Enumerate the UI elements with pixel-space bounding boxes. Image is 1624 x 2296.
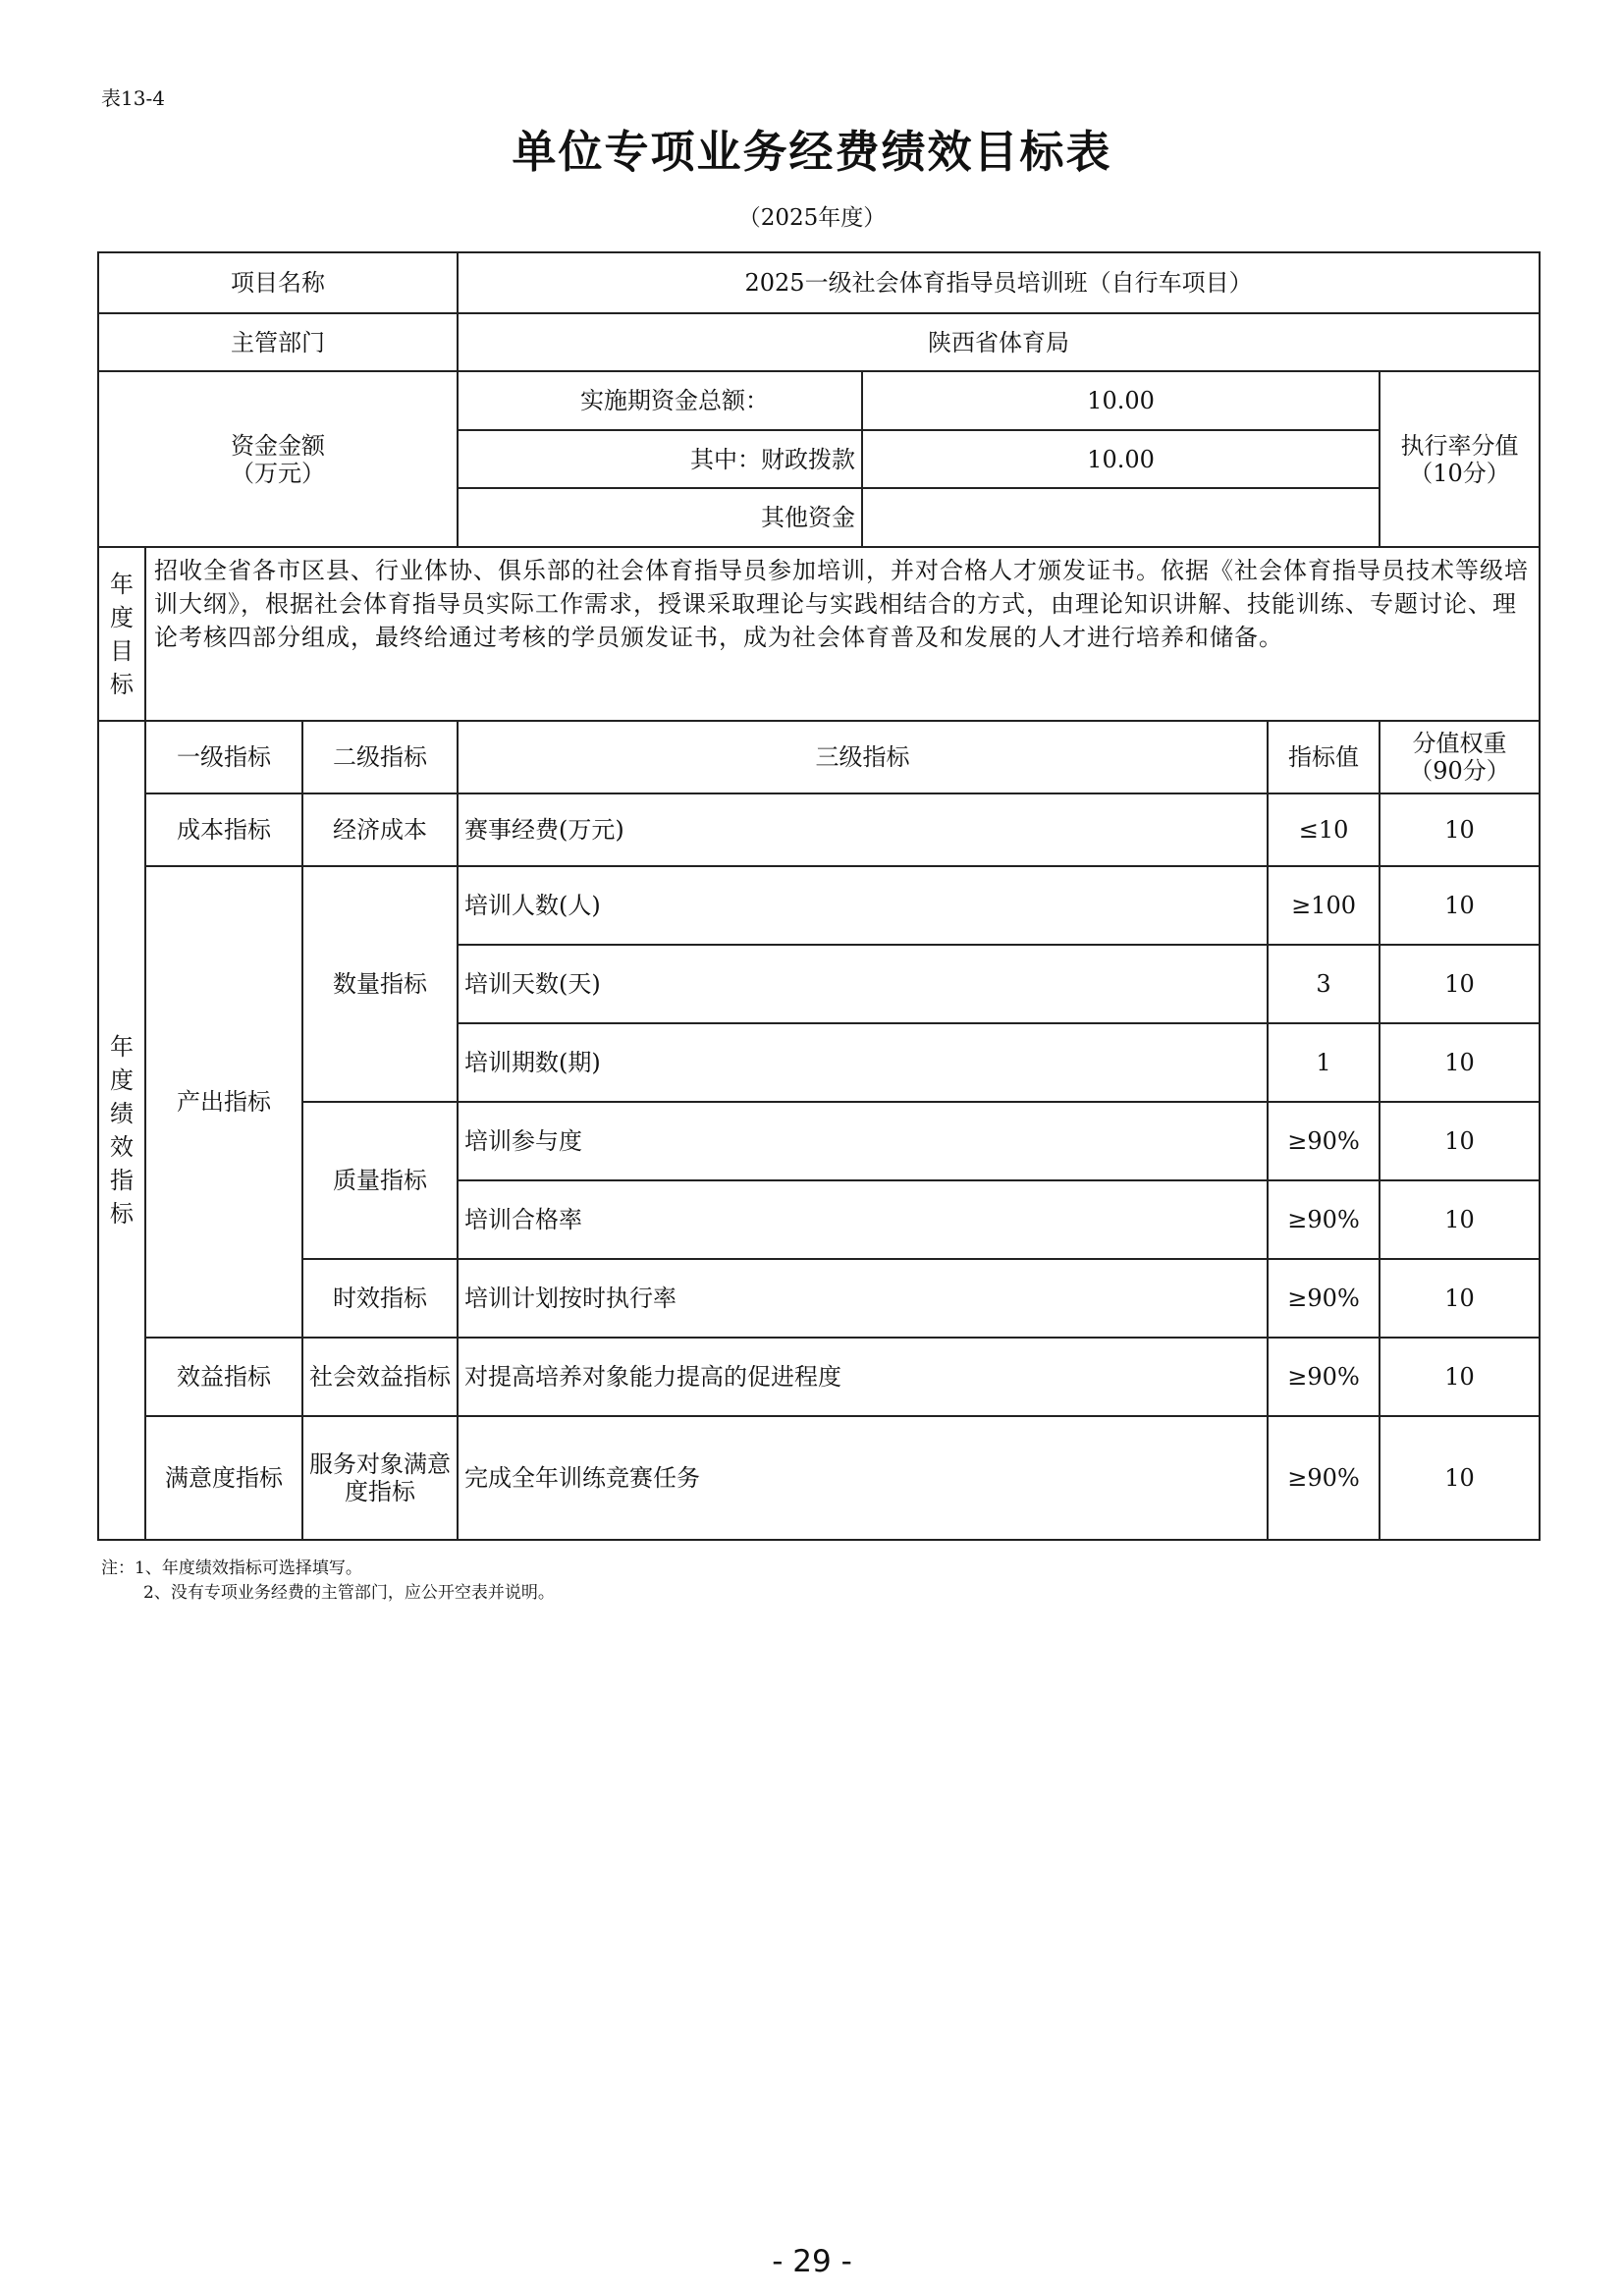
- header-weight: [1380, 721, 1540, 793]
- footnotes: [101, 1557, 555, 1606]
- output-level1: 产出指标: [145, 866, 302, 1338]
- funds-label: [98, 371, 458, 547]
- quantity-level2: 数量指标: [302, 866, 458, 1102]
- fiscal-year: （2025年度）: [737, 205, 887, 231]
- indicator-value: ≥90%: [1268, 1259, 1380, 1338]
- indicator-value: ≥90%: [1268, 1180, 1380, 1259]
- exec-rate-line2: （10分）: [1409, 459, 1510, 487]
- indicator-name: 赛事经费(万元): [458, 793, 1268, 866]
- satisfaction-level2: 服务对象满意度指标: [302, 1416, 458, 1540]
- indicator-weight: 10: [1380, 1338, 1540, 1416]
- indicator-name: 完成全年训练竞赛任务: [458, 1416, 1268, 1540]
- benefit-level1: 效益指标: [145, 1338, 302, 1416]
- footnote-1: 注：1、年度绩效指标可选择填写。: [101, 1558, 362, 1578]
- dept-value: 陕西省体育局: [458, 313, 1540, 371]
- dept-label: 主管部门: [98, 313, 458, 371]
- benefit-level2: 社会效益指标: [302, 1338, 458, 1416]
- other-funds-label: 其他资金: [458, 488, 862, 547]
- indicator-weight: 10: [1380, 1102, 1540, 1180]
- indicator-weight: 10: [1380, 866, 1540, 945]
- indicator-value: ≥90%: [1268, 1416, 1380, 1540]
- annual-goal-label: 年度目标: [98, 547, 145, 721]
- indicator-weight: 10: [1380, 1259, 1540, 1338]
- indicator-name: 培训人数(人): [458, 866, 1268, 945]
- header-level1: 一级指标: [145, 721, 302, 793]
- performance-target-table: [97, 251, 1541, 1541]
- cost-level1: 成本指标: [145, 793, 302, 866]
- indicator-value: ≥90%: [1268, 1338, 1380, 1416]
- indicator-name: 培训期数(期): [458, 1023, 1268, 1102]
- header-weight-line2: （90分）: [1409, 757, 1510, 785]
- satisfaction-level1: 满意度指标: [145, 1416, 302, 1540]
- exec-rate-line1: 执行率分值: [1400, 431, 1519, 460]
- project-name-value: 2025一级社会体育指导员培训班（自行车项目）: [458, 252, 1540, 313]
- total-funds-value: 10.00: [862, 371, 1380, 430]
- header-weight-line1: 分值权重: [1412, 730, 1507, 757]
- timeliness-level2: 时效指标: [302, 1259, 458, 1338]
- indicator-name: 培训天数(天): [458, 945, 1268, 1023]
- total-funds-label: 实施期资金总额：: [458, 371, 862, 430]
- indicator-value: ≤10: [1268, 793, 1380, 866]
- table-code: 表13-4: [101, 86, 165, 110]
- header-level2: 二级指标: [302, 721, 458, 793]
- table-row: [98, 793, 1540, 866]
- indicator-weight: 10: [1380, 1416, 1540, 1540]
- table-row: [98, 1338, 1540, 1416]
- footnote-2: 2、没有专项业务经费的主管部门，应公开空表并说明。: [143, 1583, 555, 1603]
- table-row: [98, 1416, 1540, 1540]
- project-name-label: 项目名称: [98, 252, 458, 313]
- fiscal-funds-value: 10.00: [862, 430, 1380, 488]
- table-row: [98, 866, 1540, 945]
- other-funds-value: [862, 488, 1380, 547]
- funds-label-line1: 资金金额: [231, 431, 326, 460]
- indicator-name: 培训参与度: [458, 1102, 1268, 1180]
- indicator-weight: 10: [1380, 1023, 1540, 1102]
- page-number: - 29 -: [772, 2244, 852, 2279]
- indicator-name: 培训合格率: [458, 1180, 1268, 1259]
- header-value: 指标值: [1268, 721, 1380, 793]
- indicator-value: 1: [1268, 1023, 1380, 1102]
- indicator-value: ≥100: [1268, 866, 1380, 945]
- header-level3: 三级指标: [458, 721, 1268, 793]
- indicator-weight: 10: [1380, 945, 1540, 1023]
- indicator-weight: 10: [1380, 1180, 1540, 1259]
- exec-rate-label: [1380, 371, 1540, 547]
- indicator-value: 3: [1268, 945, 1380, 1023]
- page-title: 单位专项业务经费绩效目标表: [512, 126, 1112, 178]
- indicator-value: ≥90%: [1268, 1102, 1380, 1180]
- table-row: [98, 1102, 1540, 1180]
- quality-level2: 质量指标: [302, 1102, 458, 1259]
- indicator-weight: 10: [1380, 793, 1540, 866]
- fiscal-funds-label: 其中：财政拨款: [458, 430, 862, 488]
- funds-label-line2: （万元）: [231, 459, 326, 487]
- table-row: [98, 1259, 1540, 1338]
- indicator-name: 对提高培养对象能力提高的促进程度: [458, 1338, 1268, 1416]
- annual-goal-text: 招收全省各市区县、行业体协、俱乐部的社会体育指导员参加培训，并对合格人才颁发证书。依据《社会体育指导员技术等级培训大纲》，根据社会体育指导员实际工作需求，授课采取理论与实践相结合的方式，由理论知识讲解、技能训练、专题讨论、理论考核四部分组成，最终给通过考核的学员颁发证书，成为社会体育普及和发展的人才进行培养和储备。: [145, 547, 1540, 721]
- indicators-section-label: 年度绩效指标: [98, 721, 145, 1540]
- indicator-name: 培训计划按时执行率: [458, 1259, 1268, 1338]
- cost-level2: 经济成本: [302, 793, 458, 866]
